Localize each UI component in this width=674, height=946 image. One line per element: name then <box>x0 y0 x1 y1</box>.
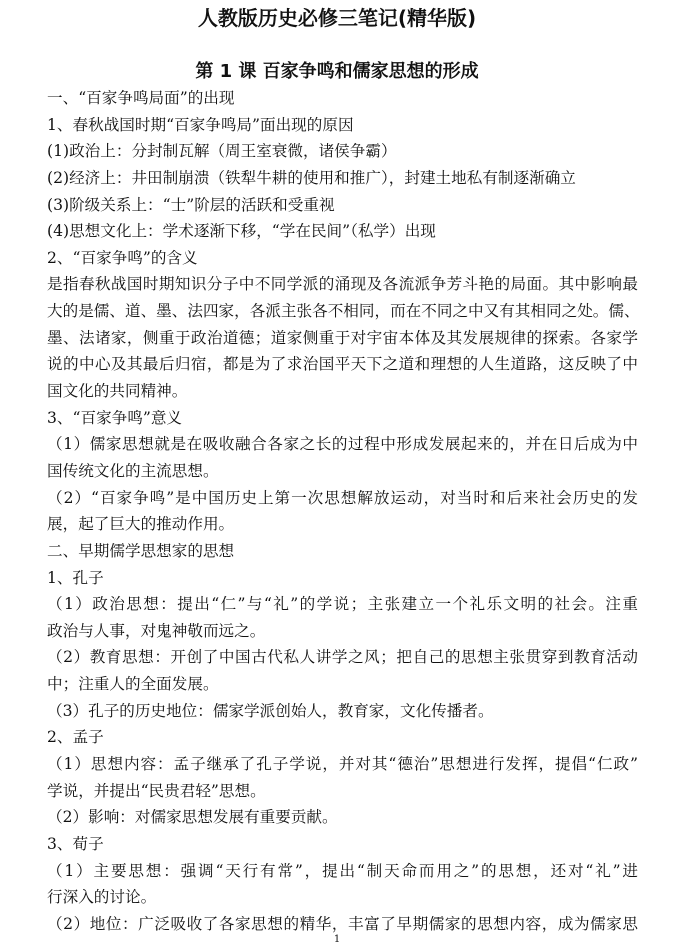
document-title: 人教版历史必修三笔记(精华版) <box>197 6 477 30</box>
paragraph-line: （1）主要思想：强调“天行有常”，提出“制天命而用之”的思想，还对“礼”进 <box>47 861 638 880</box>
paragraph-line: 墨、法诸家，侧重于政治道德；道家侧重于对宇宙本体及其发展规律的探索。各家学 <box>47 328 638 347</box>
lesson-title: 第 1 课 百家争鸣和儒家思想的形成 <box>195 61 479 82</box>
list-item: (3)阶级关系上：“士”阶层的活跃和受重视 <box>47 195 335 214</box>
list-item: (1)政治上：分封制瓦解（周王室衰微，诸侯争霸） <box>47 142 397 161</box>
paragraph-line: （3）孔子的历史地位：儒家学派创始人，教育家，文化传播者。 <box>47 701 494 720</box>
paragraph-line: 是指春秋战国时期知识分子中不同学派的涌现及各流派争芳斗艳的局面。其中影响最 <box>47 275 638 294</box>
paragraph-line: （2）“百家争鸣”是中国历史上第一次思想解放运动，对当时和后来社会历史的发 <box>47 488 638 507</box>
list-item: (4)思想文化上：学术逐渐下移，“学在民间”（私学）出现 <box>47 222 436 241</box>
subsection-heading: 1、春秋战国时期“百家争鸣局”面出现的原因 <box>47 115 354 134</box>
paragraph-line: （2）地位：广泛吸收了各家思想的精华，丰富了早期儒家的思想内容，成为儒家思 <box>47 914 638 933</box>
paragraph-line: 学说，并提出“民贵君轻”思想。 <box>47 781 266 800</box>
paragraph-line: 大的是儒、道、墨、法四家，各派主张各不相同，而在不同之中又有其相同之处。儒、 <box>47 302 640 321</box>
paragraph-line: （2）影响：对儒家思想发展有重要贡献。 <box>47 808 338 827</box>
paragraph-line: （1）儒家思想就是在吸收融合各家之长的过程中形成发展起来的，并在日后成为中 <box>47 435 638 454</box>
paragraph-line: 中；注重人的全面发展。 <box>47 675 219 694</box>
paragraph-line: 展，起了巨大的推动作用。 <box>47 515 235 534</box>
page-number: 1 <box>333 934 341 945</box>
subsection-heading: 3、荀子 <box>47 834 104 853</box>
subsection-heading: 2、“百家争鸣”的含义 <box>47 248 198 267</box>
subsection-heading: 2、孟子 <box>47 728 104 747</box>
subsection-heading: 3、“百家争鸣”意义 <box>47 408 183 427</box>
paragraph-line: 国传统文化的主流思想。 <box>47 461 219 480</box>
paragraph-line: （2）教育思想：开创了中国古代私人讲学之风；把自己的思想主张贯穿到教育活动 <box>47 648 638 667</box>
paragraph-line: （1）政治思想：提出“仁”与“礼”的学说；主张建立一个礼乐文明的社会。注重 <box>47 595 638 614</box>
section-heading: 一、“百家争鸣局面”的出现 <box>47 89 235 107</box>
paragraph-line: （1）思想内容：孟子继承了孔子学说，并对其“德治”思想进行发挥，提倡“仁政” <box>47 755 638 774</box>
subsection-heading: 1、孔子 <box>47 568 104 587</box>
document-body <box>47 85 638 938</box>
section-heading: 二、早期儒学思想家的思想 <box>47 541 235 560</box>
paragraph-line: 政治与人事，对鬼神敬而远之。 <box>47 621 266 640</box>
paragraph-line: 说的中心及其最后归宿，都是为了求治国平天下之道和理想的人生道路，这反映了中 <box>47 355 638 374</box>
paragraph-line: 行深入的讨论。 <box>47 888 157 907</box>
list-item: (2)经济上：井田制崩溃（铁犁牛耕的使用和推广），封建土地私有制逐渐确立 <box>47 168 576 187</box>
paragraph-line: 国文化的共同精神。 <box>47 382 188 401</box>
